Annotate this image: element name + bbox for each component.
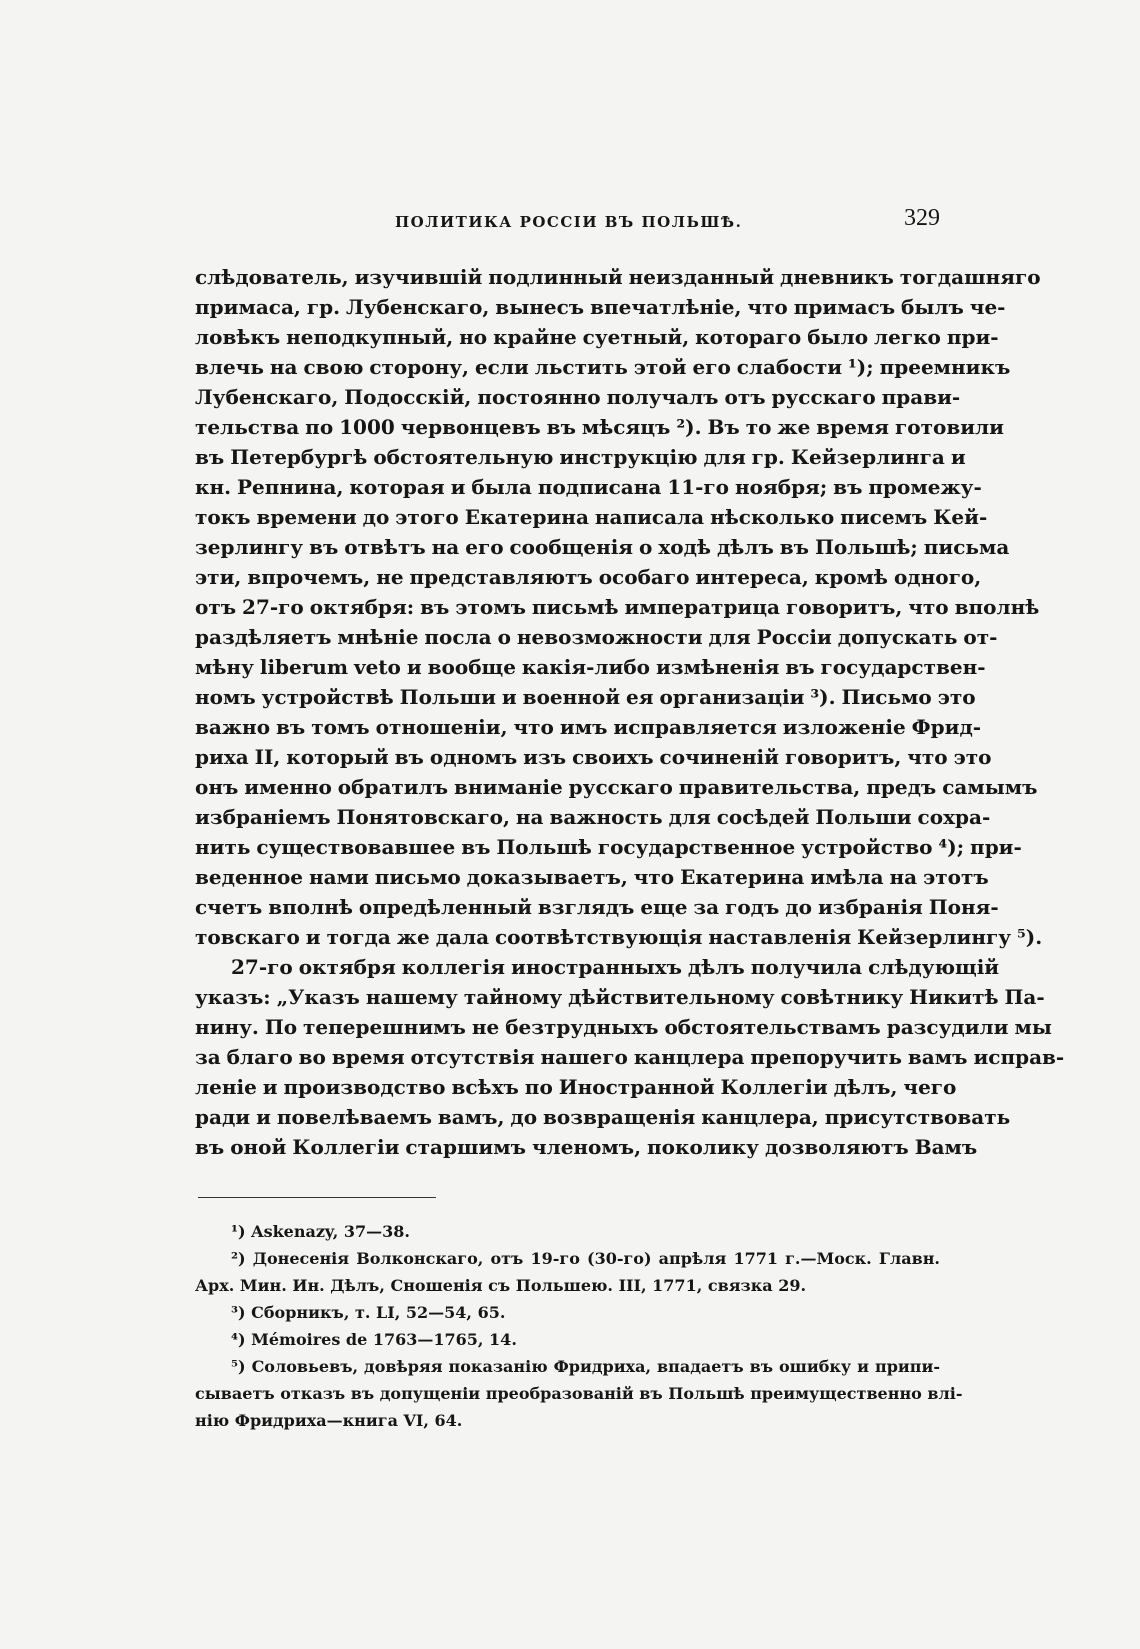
- running-title: ПОЛИТИКА РОССІИ ВЪ ПОЛЬШѢ.: [395, 213, 743, 231]
- body-line: избраніемъ Понятовскаго, на важность для сосѣдей Польши сохра-: [195, 805, 991, 829]
- body-line: счетъ вполнѣ опредѣленный взглядъ еще за годъ до избранія Поня-: [195, 895, 999, 919]
- footnote-line: сываетъ отказъ въ допущеніи преобразованій въ Польшѣ преимущественно влі-: [195, 1384, 963, 1403]
- page-number: 329: [904, 205, 940, 231]
- body-line: влечь на свою сторону, если льстить этой его слабости ¹); преемникъ: [195, 355, 1011, 379]
- body-line: важно въ томъ отношеніи, что имъ исправляется изложеніе Фрид-: [195, 715, 982, 739]
- body-line: веденное нами письмо доказываетъ, что Екатерина имѣла на этотъ: [195, 865, 989, 889]
- body-line: въ Петербургѣ обстоятельную инструкцію для гр. Кейзерлинга и: [195, 445, 966, 469]
- body-line: ради и повелѣваемъ вамъ, до возвращенія канцлера, присутствовать: [195, 1105, 1011, 1129]
- body-line: эти, впрочемъ, не представляютъ особаго интереса, кромѣ одного,: [195, 565, 982, 589]
- body-line: мѣну liberum veto и вообще какія-либо измѣненія въ государствен-: [195, 655, 986, 679]
- body-line: слѣдователь, изучившій подлинный неизданный дневникъ тогдашняго: [195, 265, 1041, 289]
- running-header: [195, 205, 940, 245]
- footnote-line: нію Фридриха—книга VI, 64.: [195, 1411, 463, 1430]
- body-line: токъ времени до этого Екатерина написала нѣсколько писемъ Кей-: [195, 505, 988, 529]
- body-line: раздѣляетъ мнѣніе посла о невозможности для Россіи допускать от-: [195, 625, 998, 649]
- body-line: тельства по 1000 червонцевъ въ мѣсяцъ ²). Въ то же время готовили: [195, 415, 1004, 439]
- body-line: ловѣкъ неподкупный, но крайне суетный, котораго было легко при-: [195, 325, 999, 349]
- body-line: нину. По теперешнимъ не безтрудныхъ обстоятельствамъ разсудили мы: [195, 1015, 1052, 1039]
- footnotes: [195, 1218, 963, 1434]
- footnote-line: ²) Донесенія Волконскаго, отъ 19-го (30-го) апрѣля 1771 г.—Моск. Главн.: [231, 1249, 940, 1268]
- body-line: Лубенскаго, Подосскій, постоянно получалъ отъ русскаго прави-: [195, 385, 961, 409]
- body-line: кн. Репнина, которая и была подписана 11-го ноября; въ промежу-: [195, 475, 982, 499]
- footnote-line: Арх. Мин. Ин. Дѣлъ, Сношенія съ Польшею. III, 1771, связка 29.: [195, 1276, 807, 1295]
- body-line: отъ 27-го октября: въ этомъ письмѣ императрица говоритъ, что вполнѣ: [195, 595, 1040, 619]
- body-line: риха II, который въ одномъ изъ своихъ сочиненій говоритъ, что это: [195, 745, 992, 769]
- footnote-line: ³) Сборникъ, т. LI, 52—54, 65.: [231, 1303, 506, 1322]
- body-line: товскаго и тогда же дала соотвѣтствующія наставленія Кейзерлингу ⁵).: [195, 925, 1043, 949]
- footnote-line: ⁴) Mémoires de 1763—1765, 14.: [231, 1330, 517, 1349]
- body-line: въ оной Коллегіи старшимъ членомъ, поколику дозволяютъ Вамъ: [195, 1135, 978, 1159]
- footnote-line: ¹) Askenazy, 37—38.: [231, 1222, 410, 1241]
- footnote-line: ⁵) Соловьевъ, довѣряя показанію Фридриха, впадаетъ въ ошибку и припи-: [231, 1357, 940, 1376]
- body-line: зерлингу въ отвѣтъ на его сообщенія о ходѣ дѣлъ въ Польшѣ; письма: [195, 535, 1010, 559]
- body-line: за благо во время отсутствія нашего канцлера препоручить вамъ исправ-: [195, 1045, 1065, 1069]
- footnote-divider: [198, 1197, 436, 1198]
- body-text: [195, 262, 1065, 1162]
- body-line: указъ: „Указъ нашему тайному дѣйствительному совѣтнику Никитѣ Па-: [195, 985, 1045, 1009]
- body-line: леніе и производство всѣхъ по Иностранной Коллегіи дѣлъ, чего: [195, 1075, 957, 1099]
- body-line: примаса, гр. Лубенскаго, вынесъ впечатлѣніе, что примасъ былъ че-: [195, 295, 1006, 319]
- body-line: номъ устройствѣ Польши и военной ея организаціи ³). Письмо это: [195, 685, 976, 709]
- body-line: нить существовавшее въ Польшѣ государственное устройство ⁴); при-: [195, 835, 1022, 859]
- body-line: онъ именно обратилъ вниманіе русскаго правительства, предъ самымъ: [195, 775, 1038, 799]
- body-line: 27-го октября коллегія иностранныхъ дѣлъ получила слѣдующій: [231, 955, 1000, 979]
